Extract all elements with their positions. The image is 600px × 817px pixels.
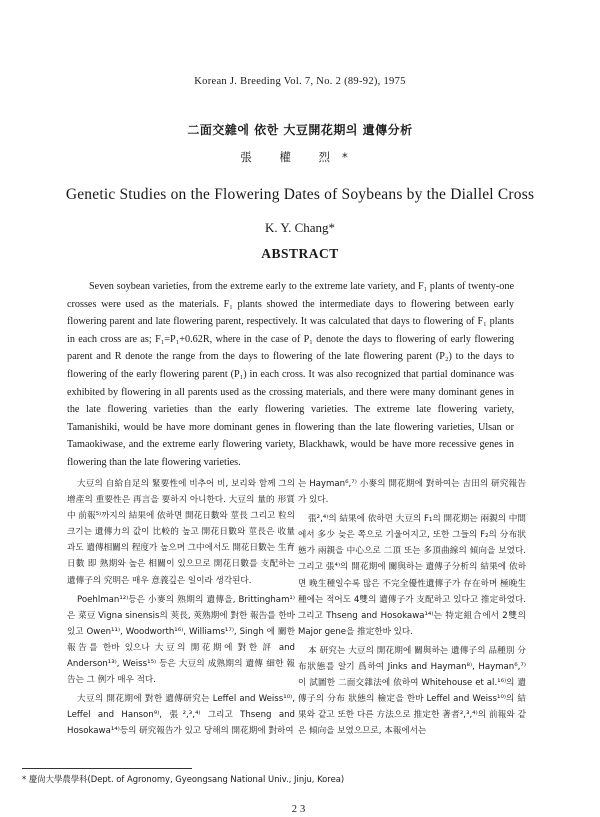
journal-citation: Korean J. Breeding Vol. 7, No. 2 (89-92), 1975 xyxy=(194,76,406,87)
paragraph: 本 研究는 大豆의 開花期에 關與하는 遺傳子의 品種別 分布狀態를 알기 爲하여 Jinks and Hayman⁸⁾, Hayman⁶,⁷⁾ 이 試圖한 二面交雜法에 依하여 Whitehouse et al.¹⁶⁾의 遺傳子의 分布 狀態의 檢定을 한바 Leffel and Weiss¹⁰⁾의 結果와 같고 또한 다른 方法으로 推定한 著者²,³,⁴⁾의 前報와 같은 傾向을 보였으므로, 本報에서는 xyxy=(298,645,526,737)
paragraph: 는 Hayman⁶,⁷⁾ 小麥의 開花期에 對하여는 吉田의 研究報告가 있다. xyxy=(298,479,526,506)
korean-title: 二面交雜에 依한 大豆開花期의 遺傳分析 xyxy=(187,123,413,137)
korean-author: 張 權 烈* xyxy=(240,150,360,164)
body-column-right xyxy=(298,476,526,743)
paragraph: 大豆의 自給自足의 緊要性에 비추어 비, 보리와 함께 그의 增產의 重要性은 再言을 要하지 아니한다. 大豆의 量的 形質 中 前報⁵⁾까지의 結果에 依하면 開花日數와 莖長 그리고 粒의 크기는 遺傳力의 값이 比較的 높고 開花日數와 莖長은 收量과도 遺傳相關의 程度가 높으며 그中에서도 開花日數는 生育日數 即 熟期와 높은 相關이 있으므로 開花日數를 支配하는 遺傳子의 究明은 매우 意義깊은 일이라 생각된다. xyxy=(67,479,295,586)
abstract-text: Seven soybean varieties, from the extreme early to the extreme late variety, and F₁ plants of twenty-one crosses were used as the materials. F₁ plants showed the intermediate days to flowering between early flowering parent and late flowering parent, respectively. It was calculated that days to flowering of F₁ plants in each cross are as; F₁=P₁+0.62R, where in the case of P₁ denote the days to flowering of early flowering parent and R denote the range from the days to flowering of the late flowering parent (P₂) to the days to flowering of the early flowering parent (P₁) in each cross. It was also recognized that partial dominance was exhibited by flowering in all parents used as the crossing materials, and there were many dominant genes in the late flowering varieties than the early flowering varieties. The extreme late flowering variety, Tamanishiki, would be have more dominant genes in flowering than the late flowering varieties, Ulsan or Tamaokiwase, and the extreme early flowering variety, Blackhawk, would be have more recessive genes in flowering than the late flowering varieties. xyxy=(67,281,514,468)
paragraph: 張²,⁴⁾의 結果에 依하면 大豆의 F₁의 開花期는 兩親의 中間에서 多少 늦은 쪽으로 기울어지고, 또한 그들의 F₂의 分布狀態가 兩親을 中心으로 二頂 또는 多頂曲線의 傾向을 보였다. 그리고 張⁴⁾의 開花期에 關與하는 遺傳子分析의 結果에 依하면 晚生種일수록 많은 不完全優性遺傳子가 存在하며 極晚生種에는 적어도 4雙의 遺傳子가 支配하고 있다고 推定하였다. 그리고 Thseng and Hosokawa¹⁴⁾는 特定組合에서 2雙의 Major gene을 推定한바 있다. xyxy=(298,514,526,637)
page-number: 23 xyxy=(291,804,309,815)
footnote: * 慶尙大學農學科(Dept. of Agronomy, Gyeongsang National Univ., Jinju, Korea) xyxy=(22,774,345,784)
paragraph: 大豆의 開花期에 對한 遺傳研究는 Leffel and Weiss¹⁰⁾, Leffel and Hanson⁹⁾, 張²,³,⁴⁾ 그리고 Thseng and Hosokawa¹⁴⁾등의 研究報告가 있고 당해의 開花期에 對하여 xyxy=(67,694,295,737)
english-title: Genetic Studies on the Flowering Dates of Soybeans by the Diallel Cross xyxy=(65,186,535,203)
body-column-left xyxy=(67,476,295,743)
english-author: K. Y. Chang* xyxy=(264,220,336,235)
footnote-divider xyxy=(22,768,192,769)
paragraph: Poehlman¹²⁾등은 小麥의 熟期의 遺傳을, Brittingham¹⁾은 菜豆 Vigna sinensis의 莢長, 莢熟期에 對한 報告를 한바 있고 Owen¹¹⁾, Woodworth¹⁶⁾, Williams¹⁷⁾, Singh 에 關한 報告를 한바 있으나 大豆의 開花期에 對한 評 and Anderson¹³⁾, Weiss¹⁵⁾ 등은 大豆의 成熟期의 遺傳 細한 報告는 그 例가 매우 적다. xyxy=(67,594,295,686)
abstract-heading: ABSTRACT xyxy=(261,246,339,261)
